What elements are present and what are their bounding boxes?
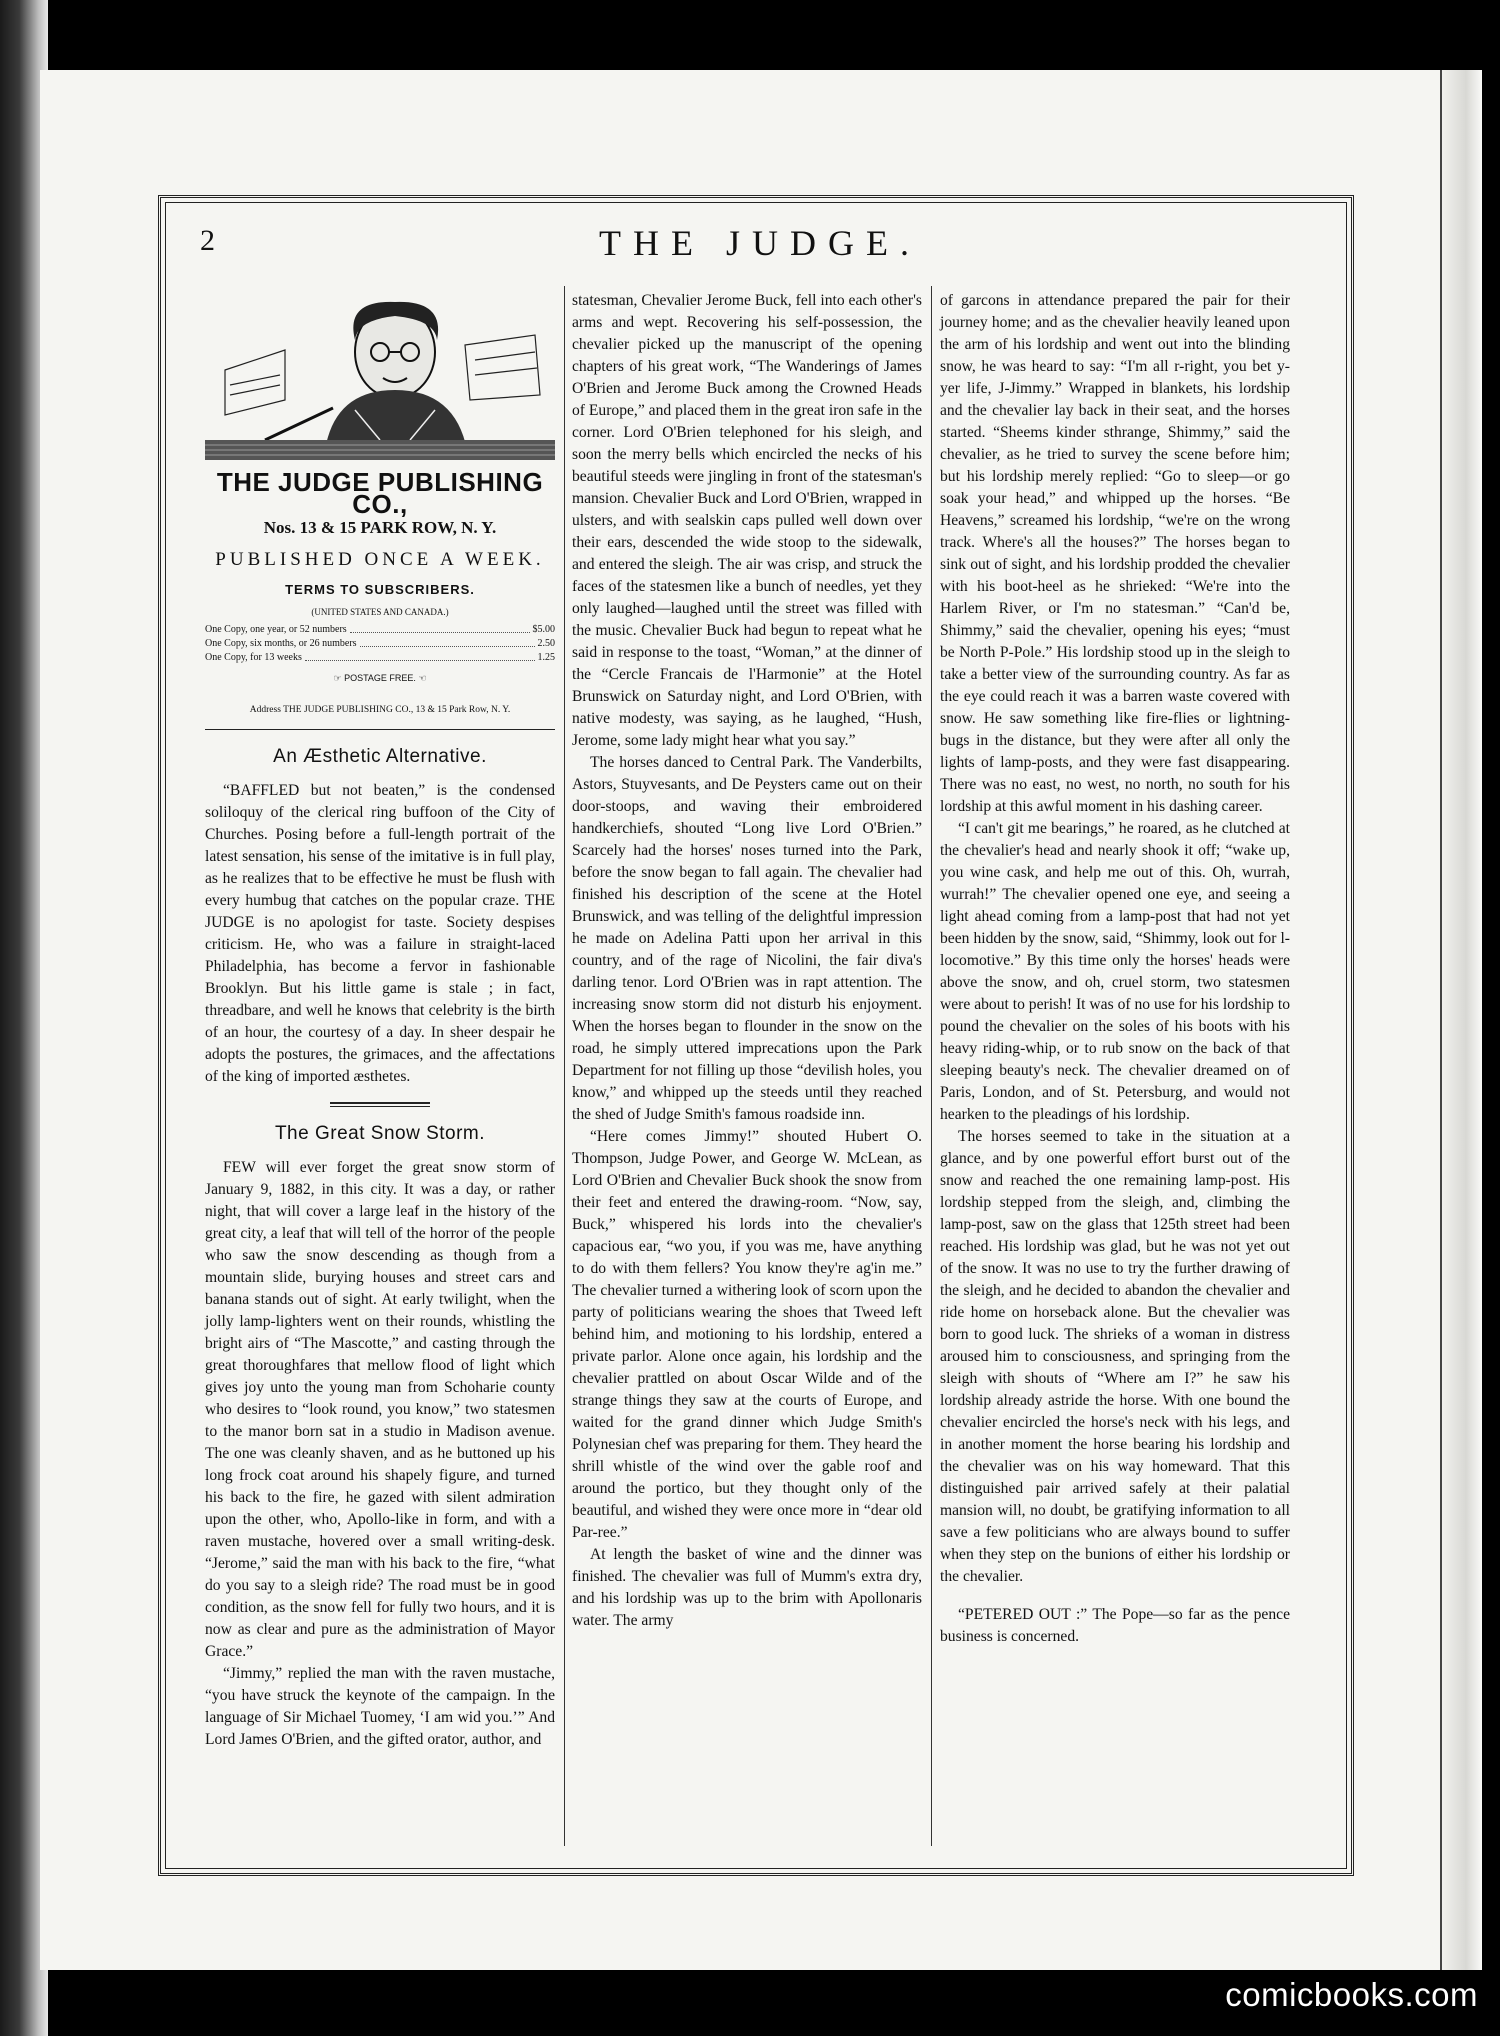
terms-subheading: (UNITED STATES AND CANADA.) [311, 607, 449, 617]
article-paragraph: statesman, Chevalier Jerome Buck, fell into each other's arms and wept. Recovering his self-possession, the chevalier picked up the manuscript of the opening chapters of his great work, “The Wanderings of James O'Brien and Jerome Buck among the Crowned Heads of Europe,” and placed them in the great iron safe in the corner. Lord O'Brien telephoned for his sleigh, and soon the merry bells which encircled the necks of his beautiful steeds were jingling in front of the statesman's mansion. Chevalier Buck and Lord O'Brien, wrapped in ulsters, and with sealskin caps pulled well down over their ears, descended the wide stoop to the sidewalk, and entered the sleigh. The air was crisp, and struck the faces of the statesmen like a bunch of needles, yet they only laughed—laughed until the street was filled with the music. Chevalier Buck had begun to repeat what he said in response to the toast, “Woman,” at the dinner of the “Cercle Francais de l'Harmonie” at the Hotel Brunswick on Saturday night, and Lord O'Brien, with native modesty, was saying, as he laughed, “Hush, Jerome, some lady might hear what you say.” [572, 292, 922, 749]
article-title: The Great Snow Storm. [274, 1123, 486, 1144]
column-2 [572, 290, 922, 1632]
publisher-name: THE JUDGE PUBLISHING CO., [216, 467, 544, 519]
article-paragraph: The horses danced to Central Park. The Vanderbilts, Astors, Stuyvesants, and De Peysters came out on their door-stoops, and waving their embroidered handkerchiefs, shouted “Long live Lord O'Brien.” Scarcely had the horses' noses turned into the Park, before the snow began to fall again. The chevalier had finished his description of the scene at the Hotel Brunswick, and was telling of the delightful impression he made on Adelina Patti upon her arrival in this country, and of the rage of Nicolini, the fair diva's darling tenor. Lord O'Brien was in rapt attention. The increasing snow storm did not disturb his enjoyment. When the horses began to flounder in the snow on the road, he simply uttered imprecations upon the Park Department for not filling up those “devilish holes, you know,” and whipped up the steeds until they reached the shed of Judge Smith's famous roadside inn. [572, 754, 922, 1123]
page-fold-edge [1440, 70, 1482, 1970]
article-paragraph: “Jimmy,” replied the man with the raven mustache, “you have struck the keynote of the campaign. In the language of Sir Michael Tuomey, ‘I am wid you.’” And Lord James O'Brien, and the gifted orator, author, and [205, 1665, 555, 1748]
closing-note: “PETERED OUT :” The Pope—so far as the pence business is concerned. [940, 1606, 1290, 1645]
postage-note: ☞ POSTAGE FREE. ☜ [333, 673, 427, 683]
column-1 [205, 290, 555, 1751]
column-rule-2 [931, 286, 932, 1846]
article-paragraph: “BAFFLED but not beaten,” is the condensed soliloquy of the clerical ring buffoon of the City of Churches. Posing before a full-length portrait of the latest sensation, his sense of the imitative is in full play, as he realizes that to be effective he must be flush with every humbug that catches on the popular craze. THE JUDGE is no apologist for taste. Society despises criticism. He, who was a failure in straight-laced Philadelphia, has become a fervor in fashionable Brooklyn. But his little game is stale ; in fact, threadbare, and well he knows that celebrity is the birth of an hour, the courtesy of a day. In sheer despair he adopts the postures, the grimaces, and the affectations of the king of imported æsthetes. [205, 782, 555, 1085]
article-paragraph: At length the basket of wine and the dinner was finished. The chevalier was full of Mumm's extra dry, and his lordship was up to the brim with Apollonaris water. The army [572, 1546, 922, 1629]
terms-heading: TERMS TO SUBSCRIBERS. [285, 582, 475, 597]
site-watermark: comicbooks.com [1225, 1976, 1478, 2013]
column-3 [940, 290, 1290, 1648]
section-divider [330, 1102, 430, 1107]
section-divider [205, 729, 555, 730]
article-paragraph: “I can't git me bearings,” he roared, as he clutched at the chevalier's head and nearly shook it off; “wake up, you wine cask, and help me out of this. Oh, wurrah, wurrah!” The chevalier opened one eye, and seeing a light ahead coming from a lamp-post that had not yet been hidden by the snow, said, “Shimmy, look out for l-locomotive.” By this time only the horses' heads were above the snow, and oh, cruel storm, two statesmen were about to perish! It was of no use for his lordship to pound the chevalier on the soles of his boots with his heavy riding-whip, or to rub snow on the back of that sleeping beauty's neck. The chevalier dreamed on of Paris, London, and of St. Petersburg, and would not hearken to the pleadings of his lordship. [940, 820, 1290, 1123]
page-header [200, 222, 1320, 262]
terms-row: One Copy, one year, or 52 numbers $5.00 [205, 624, 555, 635]
article-paragraph: FEW will ever forget the great snow storm of January 9, 1882, in this city. It was a day, or rather night, that will cover a large leaf in the history of the great city, a leaf that will tell of the horror of the people who saw the snow descending as though from a mountain slide, burying houses and street cars and banana stands out of sight. At early twilight, when the jolly lamp-lighters went on their rounds, whistling the bright airs of “The Mascotte,” and casting through the great thoroughfares that mellow flood of light which gives joy unto the young man from Schoharie county who desires to “look round, you know,” two statesmen to the manor born sat in a studio in Madison avenue. The one was cleanly shaven, and as he buttoned up his long frock coat around his shapely figure, and turned his back to the fire, he gazed with silent admiration upon the other, who, Apollo-like in form, and with a raven mustache, hovered over a small writing-desk. “Jerome,” said the man with his back to the fire, “what do you say to a sleigh ride? The road must be in good condition, as the snow fell for fully two hours, and it is now as clear and pure as the administration of Mayor Grace.” [205, 1159, 555, 1660]
page-number: 2 [200, 224, 215, 257]
terms-row: One Copy, for 13 weeks 1.25 [205, 652, 555, 663]
column-rule-1 [564, 286, 565, 1846]
article-paragraph: The horses seemed to take in the situation at a glance, and by one powerful effort burst out of the snow and reached the one remaining lamp-post. His lordship stepped from the sleigh, and, climbing the lamp-post, saw on the glass that 125th street had been reached. His lordship was glad, but he was not yet out of the snow. It was no use to try the further drawing of the sleigh, and he decided to abandon the chevalier and ride home on horseback alone. But the chevalier was born to good luck. The shrieks of a woman in distress aroused him to consciousness, and springing from the sleigh with shouts of “Where am I?” he saw his lordship already astride the horse. With one bound the chevalier encircled the horse's neck with his legs, and in another moment the horse bearing his lordship and the chevalier was on his way homeward. That this distinguished pair arrived safely at their palatial mansion will, no doubt, be gratifying information to all save a few politicians who are always bound to suffer when they step on the bunions of either his lordship or the chevalier. [940, 1128, 1290, 1585]
publisher-address: Nos. 13 & 15 PARK ROW, N. Y. [263, 518, 497, 537]
article-title: An Æsthetic Alternative. [273, 746, 487, 767]
publisher-address-line: Address THE JUDGE PUBLISHING CO., 13 & 15 Park Row, N. Y. [249, 705, 511, 715]
masthead-title: THE JUDGE. [599, 223, 921, 263]
judge-illustration [205, 290, 555, 460]
terms-row: One Copy, six months, or 26 numbers 2.50 [205, 638, 555, 649]
publication-frequency: PUBLISHED ONCE A WEEK. [215, 549, 545, 570]
article-paragraph: “Here comes Jimmy!” shouted Hubert O. Thompson, Judge Power, and George W. McLean, as Lord O'Brien and Chevalier Buck shook the snow from their feet and entered the drawing-room. “Now, say, Buck,” whispered his lords into the chevalier's capacious ear, “wo you, if you was me, have anything to do with them fellers? You know they're ag'in me.” The chevalier turned a withering look of scorn upon the party of politicians wearing the shoes that Tweed left behind him, and motioning to his lordship, entered a private parlor. Alone once again, his lordship and the chevalier prattled on about Oscar Wilde and of the strange things they saw at the courts of Europe, and waited for the grand dinner which Judge Smith's Polynesian chef was preparing for them. They heard the shrill whistle of the wind over the gable roof and around the portico, but they thought only of the beautiful, and wished they were once more in “dear old Par-ree.” [572, 1128, 922, 1541]
article-paragraph: of garcons in attendance prepared the pair for their journey home; and as the chevalier heavily leaned upon the arm of his lordship and went out into the blinding snow, he was heard to say: “I'm all r-right, you bet y-yer life, J-Jimmy.” Wrapped in blankets, his lordship and the chevalier lay back in their seat, and the horses started. “Sheems kinder sthrange, Shimmy,” said the chevalier, as he tried to survey the scene before him; but his lordship merely replied: “Go to sleep—or go soak your head,” and whipped up the horses. “Be Heavens,” screamed his lordship, “we're on the wrong track. Where's all the houses?” The horses began to sink out of sight, and his lordship prodded the chevalier with his boot-heel as he shrieked: “We're into the Harlem River, or I'm no statesman.” “Can'd be, Shimmy,” said the chevalier, opening his eyes; “must be North P-Pole.” His lordship stood up in the sleigh to take a better view of the surrounding country. As far as the eye could reach it was a barren waste covered with snow. He saw something like fire-flies or lightning-bugs in the distance, but they were after all only the lights of lamp-posts, and they were fast disappearing. There was no east, no west, no north, no south for his lordship at this awful moment in his dashing career. [940, 292, 1290, 815]
